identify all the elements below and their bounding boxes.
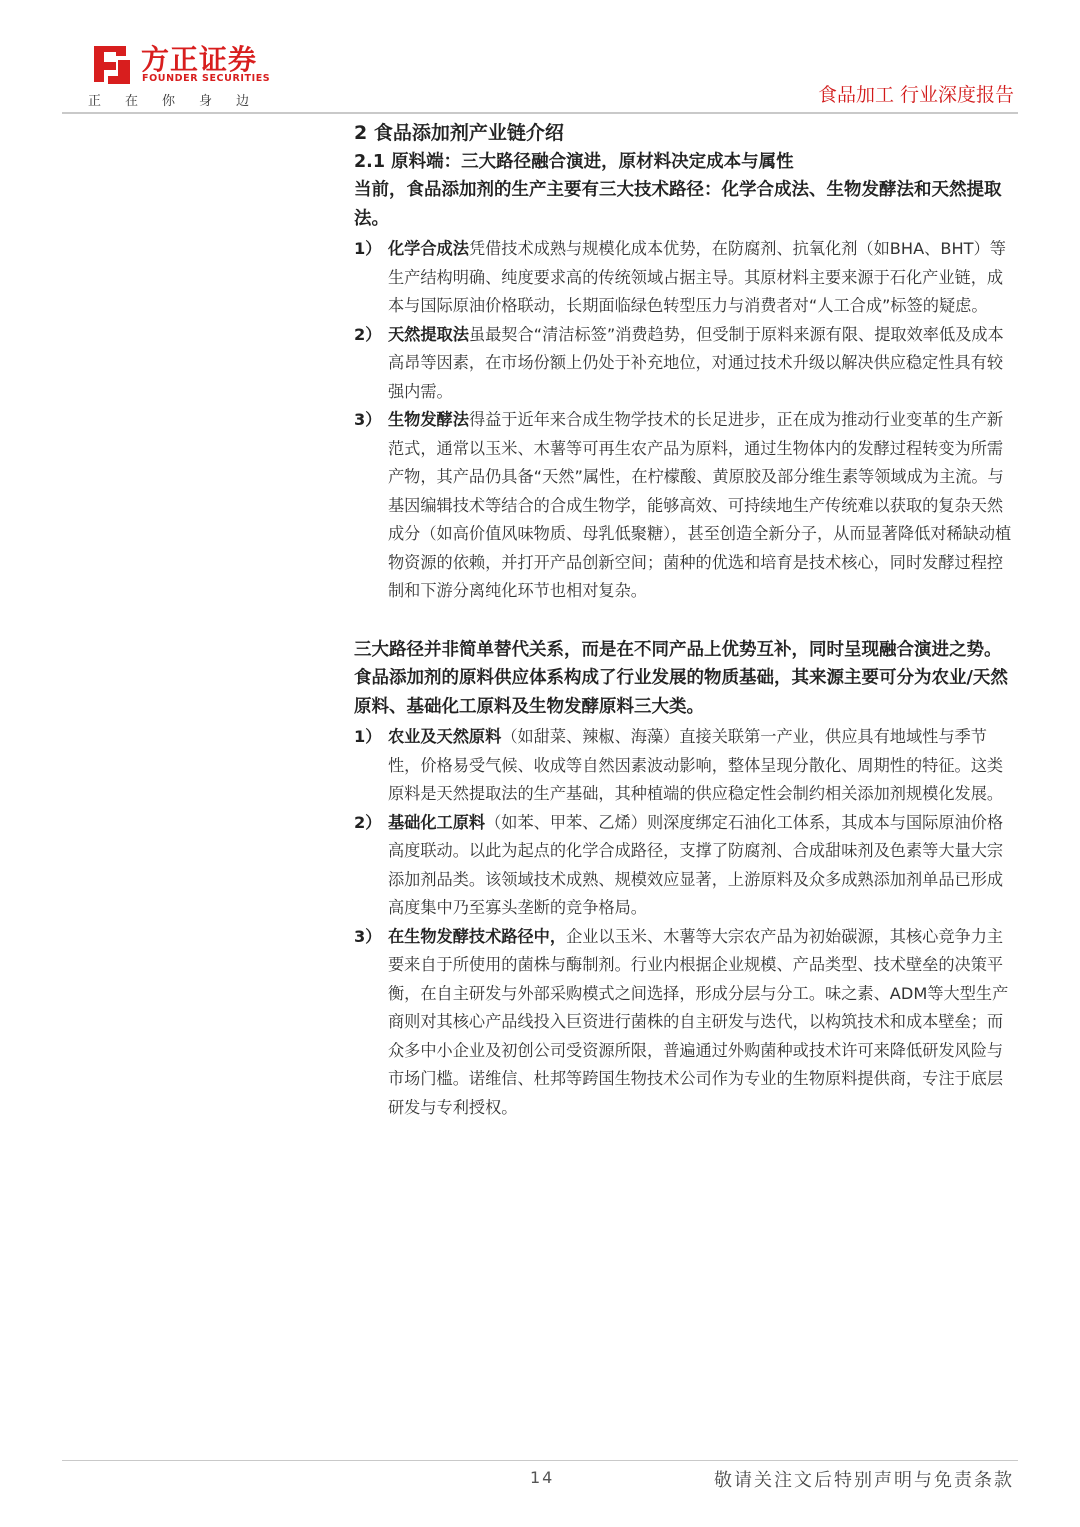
- list-number: 2）: [354, 812, 382, 832]
- list-text: 得益于近年来合成生物学技术的长足进步，正在成为推动行业变革的生产新范式，通常以玉米、木薯等可再生农产品为原料，通过生物体内的发酵过程转变为所需产物，其产品仍具备“天然”属性，在柠檬酸、黄原胶及部分维生素等领域成为主流。与基因编辑技术等结合的合成生物学，能够高效、可持续地生产传统难以获取的复杂天然成分（如高价值风味物质、母乳低聚糖），甚至创造全新分子，从而显著降低对稀缺动植物资源的依赖，并打开产品创新空间；菌种的优选和培育是技术核心，同时发酵过程控制和下游分离纯化环节也相对复杂。: [388, 410, 1012, 600]
- disclaimer-note: 敬请关注文后特别声明与免责条款: [714, 1470, 1014, 1491]
- list-lead: 农业及天然原料: [388, 727, 502, 746]
- list-number: 1）: [354, 727, 382, 746]
- section-title: 2 食品添加剂产业链介绍: [354, 122, 564, 144]
- list-number: 3）: [354, 410, 382, 429]
- footer-divider: [62, 1460, 1018, 1461]
- logo-english-name: FOUNDER SECURITIES: [142, 73, 271, 84]
- main-content: [354, 118, 1016, 1122]
- logo-chinese-name: 方正证券: [141, 43, 258, 76]
- list-item: [354, 321, 1016, 407]
- paragraph-gap: [354, 606, 1016, 636]
- list-lead: 天然提取法: [388, 324, 469, 344]
- list-item: [354, 809, 1016, 923]
- list-item: [354, 923, 1016, 1123]
- list-number: 1）: [354, 239, 382, 258]
- list-number: 2）: [354, 324, 382, 344]
- list-text: 企业以玉米、木薯等大宗农产品为初始碳源，其核心竞争力主要来自于所使用的菌株与酶制剂。行业内根据企业规模、产品类型、技术壁垒的决策平衡，在自主研发与外部采购模式之间选择，形成分层与分工。味之素、ADM等大型生产商则对其核心产品线投入巨资进行菌株的自主研发与迭代，以构筑技术和成本壁垒；而众多中小企业及初创公司受资源所限，普遍通过外购菌种或技术许可来降低研发风险与市场门槛。诺维信、杜邦等跨国生物技术公司作为专业的生物原料提供商，专注于底层研发与专利授权。: [388, 926, 1009, 1117]
- intro-paragraph: 当前，食品添加剂的生产主要有三大技术路径：化学合成法、生物发酵法和天然提取法。: [354, 180, 1002, 229]
- list-text: 虽最契合“清洁标签”消费趋势，但受制于原料来源有限、提取效率低及成本高昂等因素，在市场份额上仍处于补充地位，对通过技术升级以解决供应稳定性具有较强内需。: [388, 324, 1004, 401]
- list-item: [354, 235, 1016, 321]
- materials-list: [354, 723, 1016, 1122]
- list-item: [354, 723, 1016, 809]
- summary-paragraph: 三大路径并非简单替代关系，而是在不同产品上优势互补，同时呈现融合演进之势。食品添加剂的原料供应体系构成了行业发展的物质基础，其来源主要可分为农业/天然原料、基础化工原料及生物发酵原料三大类。: [354, 639, 1008, 717]
- list-text: （如甜菜、辣椒、海藻）直接关联第一产业，供应具有地域性与季节性，价格易受气候、收成等自然因素波动影响，整体呈现分散化、周期性的特征。这类原料是天然提取法的生产基础，其种植端的供应稳定性会制约相关添加剂规模化发展。: [388, 727, 1004, 803]
- slogan: 正在你身边: [88, 94, 274, 109]
- report-type: 食品加工 行业深度报告: [817, 84, 1014, 106]
- list-number: 3）: [354, 926, 382, 946]
- section-subtitle: 2.1 原料端：三大路径融合演进，原材料决定成本与属性: [354, 152, 794, 172]
- list-item: [354, 406, 1016, 606]
- list-text: （如苯、甲苯、乙烯）则深度绑定石油化工体系，其成本与国际原油价格高度联动。以此为起点的化学合成路径，支撑了防腐剂、合成甜味剂及色素等大量大宗添加剂品类。该领域技术成熟、规模效应显著，上游原料及众多成熟添加剂单品已形成高度集中乃至寡头垄断的竞争格局。: [388, 812, 1004, 917]
- page-number: 14: [530, 1468, 555, 1487]
- list-lead: 基础化工原料: [388, 812, 486, 832]
- list-lead: 在生物发酵技术路径中，: [388, 926, 567, 946]
- header-divider: [62, 112, 1018, 114]
- paths-list: [354, 235, 1016, 606]
- founder-logo-icon: [86, 40, 134, 86]
- list-lead: 生物发酵法: [388, 410, 469, 429]
- list-lead: 化学合成法: [388, 239, 469, 258]
- list-text: 凭借技术成熟与规模化成本优势，在防腐剂、抗氧化剂（如BHA、BHT）等生产结构明确、纯度要求高的传统领域占据主导。其原材料主要来源于石化产业链，成本与国际原油价格联动，长期面临绿色转型压力与消费者对“人工合成”标签的疑虑。: [388, 239, 1006, 315]
